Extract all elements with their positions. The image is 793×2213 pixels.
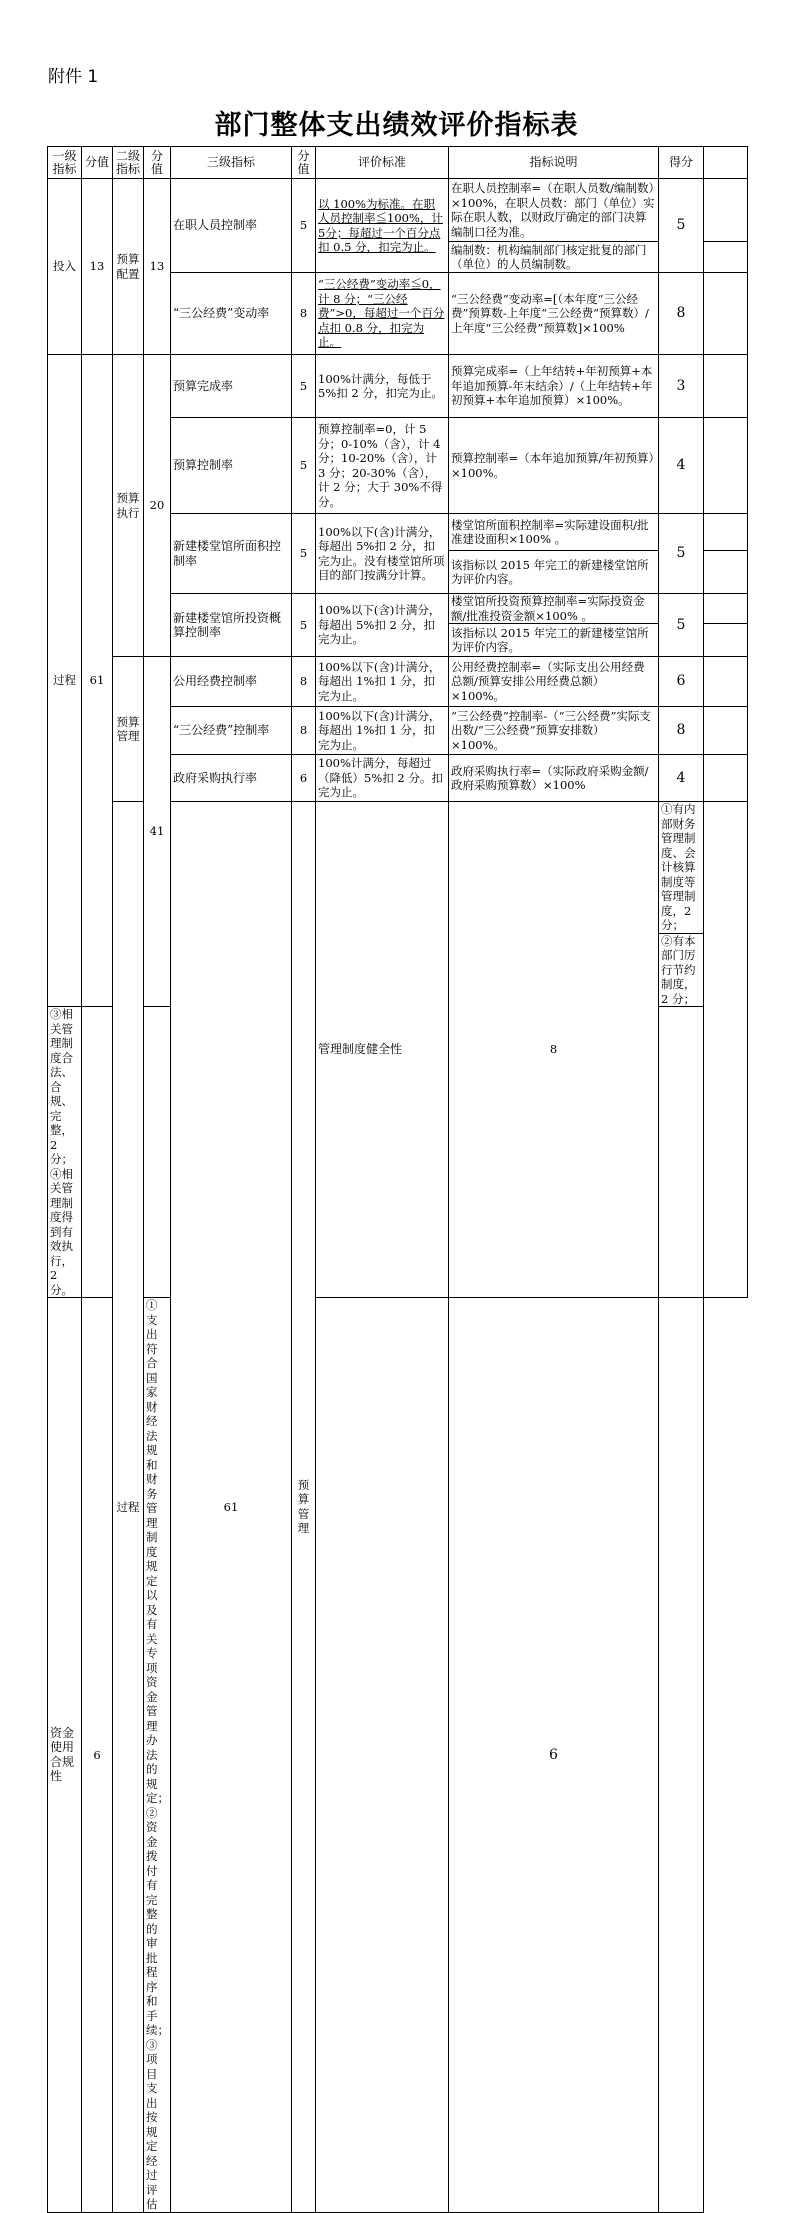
blank-cell (704, 707, 748, 755)
header-l3-score: 分值 (292, 147, 316, 179)
l1-process-2: 过程 (113, 802, 144, 2213)
indicator-three-control: “三公经费”控制率 (171, 707, 292, 755)
desc-staff-2: 编制数：机构编制部门核定批复的部门（单位）的人员编制数。 (449, 242, 659, 273)
standard-system-3: ③相关管理制度合法、合规、完整，2 分；④相关管理制度得到有效执行，2 分。 (48, 1007, 82, 1298)
blank-cell (704, 418, 748, 514)
standard-procurement: 100%计满分，每超过（降低）5%扣 2 分。扣完为止。 (316, 755, 449, 802)
result-building-area: 5 (659, 514, 704, 594)
result-staff: 5 (659, 179, 704, 273)
blank-cell (704, 551, 748, 594)
desc-three-change: “三公经费”变动率=[（本年度“三公经费”预算数-上年度“三公经费”预算数）/上年度“三公经费”预算数]×100% (449, 273, 659, 355)
table-row (48, 179, 748, 242)
desc-procurement: 政府采购执行率=（实际政府采购金额/政府采购预算数）×100% (449, 755, 659, 802)
desc-control: 预算控制率=（本年追加预算/年初预算）×100%。 (449, 418, 659, 514)
result-control: 4 (659, 418, 704, 514)
indicator-completion-score: 5 (292, 355, 316, 418)
standard-control: 预算控制率=0，计 5 分；0-10%（含），计 4 分；10-20%（含），计 3 分；20-30%（含），计 2 分；大于 30%不得分。 (316, 418, 449, 514)
desc-funds (316, 1298, 449, 2213)
desc-completion: 预算完成率=（上年结转+年初预算+本年追加预算-年末结余）/（上年结转+年初预算+本年追加预算）×100%。 (449, 355, 659, 418)
result-building-invest: 5 (659, 594, 704, 657)
l1-input-score: 13 (82, 179, 113, 355)
indicator-staff: 在职人员控制率 (171, 179, 292, 273)
attachment-label: 附件 1 (48, 67, 99, 87)
indicator-funds: 资金使用合规性 (48, 1298, 82, 2213)
result-completion: 3 (659, 355, 704, 418)
header-blank (704, 147, 748, 179)
standard-building-area: 100%以下(含)计满分，每超出 5%扣 2 分，扣完为止。没有楼堂馆所项目的部门按满分计算。 (316, 514, 449, 594)
standard-three-control: 100%以下(含)计满分，每超出 1%扣 1 分，扣完为止。 (316, 707, 449, 755)
blank-cell (659, 1298, 704, 2213)
indicator-procurement-score: 6 (292, 755, 316, 802)
l2-budget-management-score: 41 (144, 657, 171, 1007)
l2-budget-management: 预算管理 (113, 657, 144, 802)
blank-cell (704, 179, 748, 242)
indicator-control: 预算控制率 (171, 418, 292, 514)
desc-three-control: “三公经费”控制率-（“三公经费”实际支出数/“三公经费”预算安排数）×100%。 (449, 707, 659, 755)
header-l2-score: 分值 (144, 147, 171, 179)
header-row (48, 147, 748, 179)
indicator-public: 公用经费控制率 (171, 657, 292, 707)
standard-system-1: ①有内部财务管理制度、会计核算制度等管理制度，2 分； (659, 802, 704, 934)
indicator-completion: 预算完成率 (171, 355, 292, 418)
indicator-building-invest: 新建楼堂馆所投资概算控制率 (171, 594, 292, 657)
table-row (48, 355, 748, 418)
indicator-system-score: 8 (449, 802, 659, 1298)
blank-cell (704, 755, 748, 802)
l2-budget-management-2: 预算管理 (292, 802, 316, 2213)
indicator-procurement: 政府采购执行率 (171, 755, 292, 802)
blank-cell (704, 624, 748, 657)
l2-budget-execution-score: 20 (144, 355, 171, 657)
desc-building-area-1: 楼堂馆所面积控制率=实际建设面积/批准建设面积×100% 。 (449, 514, 659, 551)
header-l2: 二级指标 (113, 147, 144, 179)
desc-building-invest-2: 该指标以 2015 年完工的新建楼堂馆所为评价内容。 (449, 624, 659, 657)
l2-budget-allocation-score: 13 (144, 179, 171, 355)
standard-funds: ①支出符合国家财经法规和财务管理制度规定以及有关专项资金管理办法的规定；②资金拨付有完整的审批程序和手续；③项目支出按规定经过评估 (144, 1298, 171, 2213)
standard-system-2: ②有本部门厉行节约制度，2 分； (659, 933, 704, 1007)
blank-cell (704, 657, 748, 707)
indicator-funds-score: 6 (82, 1298, 113, 2213)
header-l1-score: 分值 (82, 147, 113, 179)
table-row (48, 1298, 748, 2213)
table-row (48, 657, 748, 707)
desc-public: 公用经费控制率=（实际支出公用经费总额/预算安排公用经费总额）×100%。 (449, 657, 659, 707)
blank-cell (82, 1007, 113, 1298)
header-standard: 评价标准 (316, 147, 449, 179)
blank-cell (704, 514, 748, 551)
standard-completion: 100%计满分，每低于5%扣 2 分，扣完为止。 (316, 355, 449, 418)
indicator-three-change-score: 8 (292, 273, 316, 355)
l1-process: 过程 (48, 355, 82, 1007)
indicator-building-area: 新建楼堂馆所面积控制率 (171, 514, 292, 594)
result-three-change: 8 (659, 273, 704, 355)
l1-process-2-score: 61 (171, 802, 292, 2213)
indicator-three-change: “三公经费”变动率 (171, 273, 292, 355)
indicator-building-invest-score: 5 (292, 594, 316, 657)
desc-building-area-2: 该指标以 2015 年完工的新建楼堂馆所为评价内容。 (449, 551, 659, 594)
indicator-three-control-score: 8 (292, 707, 316, 755)
l2-budget-allocation: 预算配置 (113, 179, 144, 355)
indicator-control-score: 5 (292, 418, 316, 514)
result-three-control: 8 (659, 707, 704, 755)
standard-three-change: “三公经费”变动率≦0，计 8 分；“三公经费”>0，每超过一个百分点扣 0.8 分，扣完为止。 (316, 273, 449, 355)
desc-staff-1: 在职人员控制率=（在职人员数/编制数）×100%，在职人员数：部门（单位）实际在职人数，以财政厅确定的部门决算编制口径为准。 (449, 179, 659, 242)
desc-system (704, 802, 748, 1298)
l1-process-score: 61 (82, 355, 113, 1007)
header-l1: 一级指标 (48, 147, 82, 179)
standard-public: 100%以下(含)计满分，每超出 1%扣 1 分，扣完为止。 (316, 657, 449, 707)
result-funds: 6 (449, 1298, 659, 2213)
desc-building-invest-1: 楼堂馆所投资预算控制率=实际投资金额/批准投资金额×100% 。 (449, 594, 659, 624)
blank-cell (704, 242, 748, 273)
page-title: 部门整体支出绩效评价指标表 (214, 110, 579, 141)
indicator-system: 管理制度健全性 (316, 802, 449, 1298)
standard-staff: 以 100%为标准。在职人员控制率≦100%，计5分；每超过一个百分点扣 0.5 分，扣完为止。 (316, 179, 449, 273)
indicator-public-score: 8 (292, 657, 316, 707)
evaluation-table (47, 146, 748, 2213)
l1-input: 投入 (48, 179, 82, 355)
blank-cell (704, 594, 748, 624)
header-result: 得分 (659, 147, 704, 179)
standard-building-invest: 100%以下(含)计满分，每超出 5%扣 2 分，扣完为止。 (316, 594, 449, 657)
l2-budget-execution: 预算执行 (113, 355, 144, 657)
blank-cell (704, 355, 748, 418)
indicator-building-area-score: 5 (292, 514, 316, 594)
result-public: 6 (659, 657, 704, 707)
result-procurement: 4 (659, 755, 704, 802)
indicator-staff-score: 5 (292, 179, 316, 273)
header-l3: 三级指标 (171, 147, 292, 179)
blank-cell (704, 273, 748, 355)
header-description: 指标说明 (449, 147, 659, 179)
